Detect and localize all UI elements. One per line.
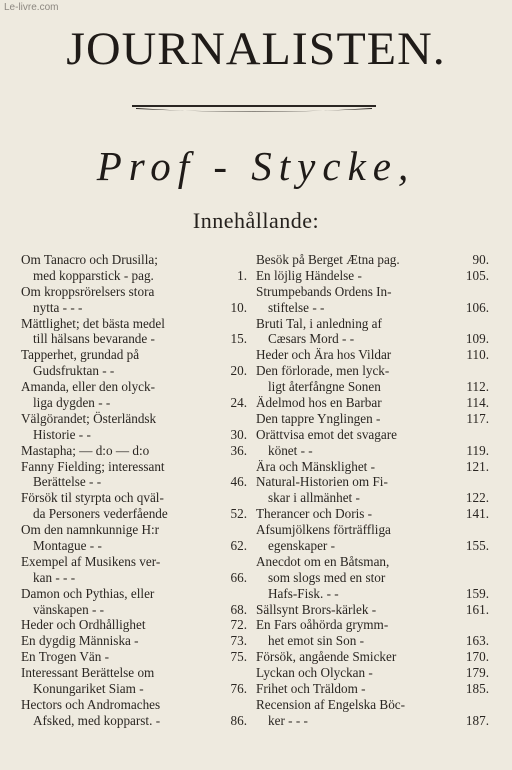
toc-entry-line (21, 617, 247, 633)
toc-entry-title: Therancer och Doris - (256, 506, 373, 522)
toc-entry-title: ker - - - (268, 712, 308, 728)
toc-entry-line (21, 522, 247, 538)
toc-entry-title: Om den namnkunnige H:r (21, 522, 160, 538)
toc-entry-line (256, 570, 489, 586)
toc-entry-line (256, 554, 489, 570)
toc-entry-line (256, 459, 489, 475)
toc-entry-line (256, 316, 489, 332)
toc-entry-page: 30. (230, 426, 247, 442)
toc-entry-title: ligt återfångne Sonen (268, 379, 381, 395)
toc-entry-line (21, 554, 247, 570)
toc-entry-title: Konungariket Siam - (33, 681, 144, 697)
toc-entry-line (21, 459, 247, 475)
toc-entry-line (256, 586, 489, 602)
toc-entry-title: skar i allmänhet - (268, 490, 360, 506)
toc-entry-title: Om Tanacro och Drusilla; (21, 252, 158, 267)
watermark: Le-livre.com (4, 2, 59, 13)
toc-entry-line (256, 665, 489, 681)
toc-entry-title: Besök på Berget Ætna pag. (256, 252, 400, 267)
toc-entry-page: 72. (230, 617, 247, 633)
toc-entry-line (21, 363, 247, 379)
toc-entry-title: Försök til styrpta och qväl- (21, 490, 164, 506)
toc-entry-page: 46. (230, 474, 247, 490)
toc-entry-title: Afsumjölkens förträffliga (256, 522, 391, 538)
subtitle: Prof - Stycke, (96, 143, 416, 189)
toc-entry-line (256, 395, 489, 411)
toc-entry-line (21, 490, 247, 506)
toc-entry-page: 121. (465, 458, 489, 474)
toc-entry-line (21, 681, 247, 697)
toc-entry-page: 163. (465, 633, 489, 649)
toc-entry-line (21, 538, 247, 554)
toc-entry-title: Frihet och Träldom - (256, 681, 366, 697)
toc-entry-line (256, 268, 489, 284)
toc-entry-title: Gudsfruktan - - (33, 363, 115, 379)
toc-entry-page: 185. (465, 681, 489, 697)
toc-entry-title: stiftelse - - (268, 299, 325, 315)
toc-entry-line (21, 379, 247, 395)
toc-entry-title: Om kroppsrörelsers stora (21, 283, 155, 299)
toc-entry-page: 36. (230, 442, 247, 458)
toc-entry-page: 10. (230, 299, 247, 315)
toc-entry-title: da Personers vederfående (33, 506, 168, 522)
toc-entry-title: Exempel af Musikens ver- (21, 553, 161, 569)
toc-entry-line (256, 538, 489, 554)
toc-entry-line (256, 697, 489, 713)
toc-entry-title: Bruti Tal, i anledning af (256, 315, 382, 331)
toc-entry-title: Strumpebands Ordens In- (256, 283, 392, 299)
toc-entry-title: Hafs-Fisk. - - (268, 585, 339, 601)
toc-entry-page: 170. (465, 649, 489, 665)
toc-entry-title: Natural-Historien om Fi- (256, 474, 388, 490)
toc-entry-title: Fanny Fielding; interessant (21, 458, 165, 474)
toc-entry-title: Berättelse - - (33, 474, 102, 490)
toc-entry-title: Hectors och Andromaches (21, 696, 161, 712)
toc-entry-line (256, 522, 489, 538)
toc-entry-title: med kopparstick - pag. (33, 267, 154, 283)
toc-entry-line (21, 347, 247, 363)
toc-right-column (256, 252, 489, 729)
toc-entry-line (256, 284, 489, 300)
toc-entry-line (21, 284, 247, 300)
toc-entry-line (256, 681, 489, 697)
toc-entry-line (256, 300, 489, 316)
toc-entry-title: vänskapen - - (33, 601, 105, 617)
toc-entry-line (21, 697, 247, 713)
toc-entry-page: 106. (465, 299, 489, 315)
toc-entry-line (21, 268, 247, 284)
toc-entry-line (21, 665, 247, 681)
toc-entry-line (256, 633, 489, 649)
toc-entry-page: 86. (230, 712, 247, 728)
toc-entry-title: Sällsynt Brors-kärlek - (256, 601, 377, 617)
toc-entry-title: Den tappre Ynglingen - (256, 410, 381, 426)
toc-entry-title: En Fars oåhörda grymm- (256, 617, 389, 633)
toc-entry-line (21, 300, 247, 316)
toc-entry-page: 20. (230, 363, 247, 379)
toc-entry-title: Amanda, eller den olyck- (21, 379, 156, 395)
toc-entry-title: nytta - - - (33, 299, 83, 315)
toc-entry-title: Tapperhet, grundad på (21, 347, 140, 363)
toc-entry-line (21, 331, 247, 347)
toc-entry-title: Orättvisa emot det svagare (256, 426, 397, 442)
toc-entry-line (21, 586, 247, 602)
toc-entry-line (21, 474, 247, 490)
toc-entry-title: till hälsans bevarande - (33, 331, 155, 347)
toc-entry-line (21, 395, 247, 411)
toc-entry-line (256, 347, 489, 363)
toc-entry-line (21, 252, 247, 268)
toc-entry-page: 66. (230, 569, 247, 585)
toc-entry-title: som slogs med en stor (268, 569, 386, 585)
toc-entry-page: 90. (472, 252, 489, 267)
toc-entry-line (256, 411, 489, 427)
toc-entry-line (256, 363, 489, 379)
toc-entry-page: 73. (230, 633, 247, 649)
toc-entry-page: 62. (230, 538, 247, 554)
toc-entry-page: 122. (465, 490, 489, 506)
toc-entry-line (21, 443, 247, 459)
toc-entry-title: het emot sin Son - (268, 633, 364, 649)
toc-entry-line (256, 474, 489, 490)
toc-entry-line (21, 411, 247, 427)
toc-entry-line (256, 649, 489, 665)
toc-entry-line (21, 649, 247, 665)
toc-entry-title: En dygdig Människa - (21, 633, 139, 649)
toc-entry-page: 52. (230, 506, 247, 522)
toc-entry-title: Montague - - (33, 538, 102, 554)
toc-entry-title: Historie - - (33, 426, 91, 442)
toc-entry-page: 119. (466, 442, 489, 458)
toc-entry-page: 75. (230, 649, 247, 665)
toc-entry-title: Välgörandet; Österländsk (21, 410, 157, 426)
toc-entry-title: könet - - (268, 442, 313, 458)
toc-entry-page: 161. (465, 601, 489, 617)
ornamental-rule (132, 100, 376, 114)
toc-entry-page: 68. (230, 601, 247, 617)
toc-entry-page: 76. (230, 681, 247, 697)
toc-entry-page: 105. (465, 267, 489, 283)
page-title: JOURNALISTEN. (66, 23, 446, 75)
toc-entry-page: 159. (465, 585, 489, 601)
toc-entry-line (21, 506, 247, 522)
toc-entry-title: Anecdot om en Båtsman, (256, 553, 390, 569)
toc-entry-line (256, 443, 489, 459)
toc-entry-page: 179. (465, 665, 489, 681)
toc-entry-page: 141. (465, 506, 489, 522)
toc-entry-page: 187. (465, 712, 489, 728)
toc-entry-title: Ära och Mänsklighet - (256, 458, 376, 474)
toc-entry-page: 112. (466, 379, 489, 395)
toc-entry-line (256, 331, 489, 347)
toc-entry-title: En löjlig Händelse - (256, 267, 362, 283)
toc-entry-title: Recension af Engelska Böc- (256, 696, 406, 712)
toc-entry-title: Heder och Ära hos Vildar (256, 347, 392, 363)
toc-entry-line (256, 602, 489, 618)
toc-entry-page: 15. (230, 331, 247, 347)
toc-entry-line (21, 633, 247, 649)
toc-entry-title: Cæsars Mord - - (268, 331, 355, 347)
toc-entry-line (21, 316, 247, 332)
toc-entry-title: Interessant Berättelse om (21, 665, 155, 681)
toc-entry-title: Mastapha; — d:o — d:o (21, 442, 150, 458)
toc-entry-title: liga dygden - - (33, 395, 111, 411)
toc-entry-title: Lyckan och Olyckan - (256, 665, 373, 681)
toc-entry-title: Den förlorade, men lyck- (256, 363, 390, 379)
toc-entry-page: 117. (466, 410, 489, 426)
contents-heading: Innehållande: (192, 208, 320, 233)
toc-entry-page: 1. (237, 267, 247, 283)
toc-entry-page: 110. (466, 347, 489, 363)
toc-entry-line (256, 713, 489, 729)
toc-entry-line (256, 490, 489, 506)
toc-entry-line (256, 252, 489, 268)
toc-entry-page: 109. (465, 331, 489, 347)
toc-entry-line (21, 713, 247, 729)
toc-entry-line (256, 427, 489, 443)
toc-entry-line (21, 570, 247, 586)
toc-entry-title: egenskaper - (268, 538, 335, 554)
toc-entry-line (256, 506, 489, 522)
toc-entry-title: Mättlighet; det bästa medel (21, 315, 165, 331)
toc-entry-line (256, 617, 489, 633)
toc-entry-title: En Trogen Vän - (21, 649, 110, 665)
toc-entry-title: Heder och Ordhållighet (21, 617, 146, 633)
toc-entry-page: 24. (230, 395, 247, 411)
toc-entry-line (21, 602, 247, 618)
toc-entry-line (21, 427, 247, 443)
toc-left-column (21, 252, 247, 729)
toc-entry-page: 155. (465, 538, 489, 554)
toc-entry-title: Försök, angående Smicker (256, 649, 397, 665)
toc-entry-title: Damon och Pythias, eller (21, 585, 155, 601)
toc-entry-title: kan - - - (33, 569, 76, 585)
toc-entry-title: Afsked, med kopparst. - (33, 712, 161, 728)
toc-entry-line (256, 379, 489, 395)
toc-entry-page: 114. (466, 395, 489, 411)
toc-entry-title: Ädelmod hos en Barbar (256, 395, 382, 411)
